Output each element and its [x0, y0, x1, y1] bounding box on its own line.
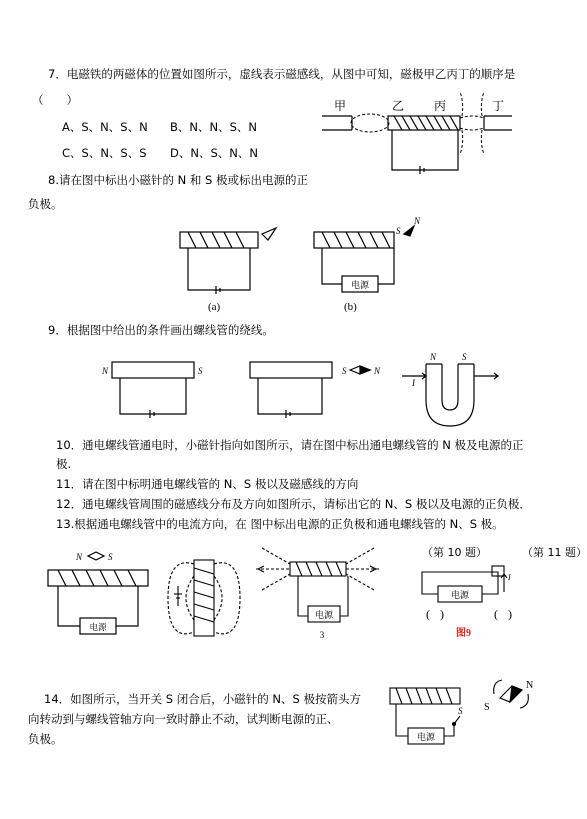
q13-text: 13.根据通电螺线管中的电流方向，在 图中标出电源的正负极和通电螺线管的 N、S 极。: [56, 517, 504, 531]
q8-pole-s: S: [396, 226, 401, 236]
q11-text: 11．请在图中标明通电螺线管的 N、S 极以及磁感线的方向: [56, 477, 359, 491]
q13-paren-open: (: [426, 607, 430, 621]
q12-text: 12．通电螺线管周围的磁感线分布及方向如图所示，请标出它的 N、S 极以及电源的正负极．: [56, 497, 531, 511]
q13-power-1: 电源: [89, 622, 107, 632]
q8-figure-a: [176, 220, 286, 318]
q9-u-pole-s: S: [462, 352, 467, 362]
q13-paren-close: ): [440, 607, 444, 621]
q14-power-source: 电源: [416, 732, 436, 742]
q13-label-11: （第 11 题）: [522, 546, 587, 559]
q13-power-2: 电源: [314, 610, 334, 620]
q13-paren-close-2: ): [508, 607, 512, 621]
q7-stem: 7．电磁铁的两磁体的位置如图所示，虚线表示磁感线，从图中可知，磁极甲乙丙丁的顺序是: [48, 67, 516, 81]
q7-option-a: A、S、N、S、N: [62, 120, 148, 134]
q9-stem: 9．根据图中给出的条件画出螺线管的绕线。: [48, 323, 274, 337]
q7-answer-paren: （ ）: [32, 93, 78, 107]
q13-power-3: 电源: [450, 590, 470, 600]
q9-needle-s: S: [342, 366, 347, 376]
q13-figure-3: [254, 540, 384, 640]
q13-current-i: I: [508, 573, 511, 582]
q8-line2: 负极。: [28, 197, 63, 211]
q10-line1: 10．通电螺线管通电时，小磁针指向如图所示，请在图中标出通电螺线管的 N 极及电源的正: [56, 438, 524, 452]
q9-u-pole-n: N: [430, 352, 437, 362]
q9-pole-s: S: [198, 366, 203, 376]
q7-figure: [322, 92, 522, 172]
q7-label-jia: 甲: [334, 99, 347, 113]
q7-option-b: B、N、N、S、N: [170, 120, 257, 134]
q14-switch-s: S: [458, 706, 463, 716]
q8-label-a: (a): [208, 301, 221, 313]
q14-figure: [382, 678, 572, 750]
page-number: 3: [319, 630, 325, 640]
q13-needle-s: S: [108, 552, 113, 562]
q7-option-c: C、S、N、S、S: [62, 146, 147, 160]
q9-figure-2: [246, 354, 391, 424]
q8-figure-b: [310, 212, 420, 318]
q14-needle-s: S: [484, 702, 490, 713]
q9-current-i: I: [412, 378, 415, 388]
q9-needle-n: N: [374, 366, 381, 376]
q8-pole-n: N: [414, 216, 421, 226]
q7-option-d: D、N、S、N、N: [170, 146, 258, 160]
q9-pole-n: N: [102, 366, 109, 376]
q13-figure-2: [166, 546, 242, 656]
q9-figure-3: [398, 350, 508, 432]
q13-figure-1: [40, 542, 160, 642]
q14-line3: 负极。: [28, 732, 63, 746]
q7-label-bing: 丙: [434, 99, 447, 113]
q8-line1: 8.请在图中标出小磁针的 N 和 S 极或标出电源的正: [48, 173, 308, 187]
q13-needle-n: N: [76, 552, 83, 562]
q13-paren-open-2: (: [494, 607, 498, 621]
q10-line2: 极.: [56, 457, 72, 471]
q14-line1: 14．如图所示，当开关 S 闭合后，小磁针的 N、S 极按箭头方: [44, 692, 361, 706]
q14-needle-n: N: [526, 680, 534, 691]
figure-9-label: 图9: [456, 628, 471, 639]
q8-power-source: 电源: [350, 280, 370, 290]
q14-line2: 向转动到与螺线管轴方向一致时静止不动，试判断电源的正、: [28, 712, 339, 726]
q8-label-b: (b): [344, 301, 357, 313]
q13-figure-4: [404, 564, 528, 644]
q13-label-10: （第 10 题）: [422, 546, 487, 559]
q9-figure-1: [100, 354, 210, 424]
q7-label-yi: 乙: [392, 99, 405, 113]
q7-label-ding: 丁: [492, 99, 505, 113]
